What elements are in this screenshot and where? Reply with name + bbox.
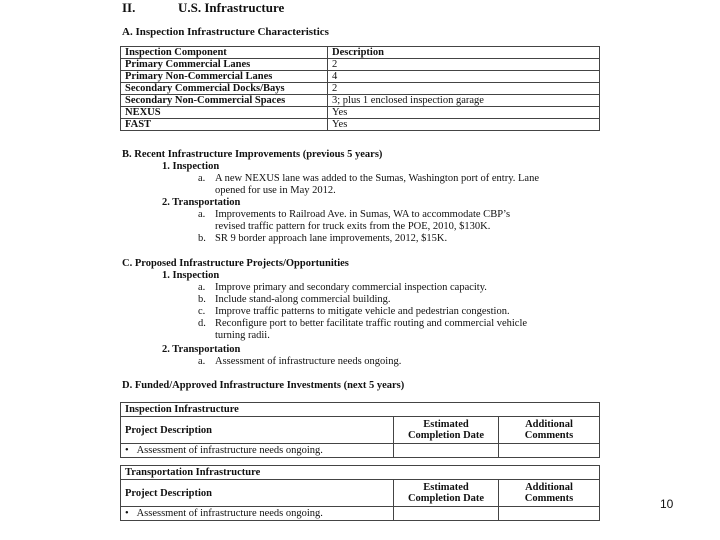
col-project-description: Project Description bbox=[121, 417, 394, 444]
table-cell: Secondary Non-Commercial Spaces bbox=[121, 95, 328, 107]
table-row bbox=[121, 444, 600, 458]
list-item-text: revised traffic pattern for truck exits from the POE, 2010, $130K. bbox=[215, 221, 491, 232]
table-row bbox=[121, 507, 600, 521]
table-title-row bbox=[121, 466, 600, 480]
col-project-description: Project Description bbox=[121, 480, 394, 507]
list-item-text: Assessment of infrastructure needs ongoing. bbox=[215, 356, 402, 367]
col-additional-comments: Additional Comments bbox=[499, 417, 600, 444]
col-estimated-completion-date: Estimated Completion Date bbox=[394, 417, 499, 444]
list-item-text: turning radii. bbox=[215, 330, 270, 341]
list-label: 2. Transportation bbox=[162, 344, 241, 355]
transportation-infrastructure-table bbox=[120, 465, 600, 521]
list-marker: b. bbox=[198, 294, 206, 305]
table-cell: Secondary Commercial Docks/Bays bbox=[121, 83, 328, 95]
col-estimated-completion-date: Estimated Completion Date bbox=[394, 480, 499, 507]
section-title: U.S. Infrastructure bbox=[178, 0, 285, 15]
list-marker: d. bbox=[198, 318, 206, 329]
table-header-row bbox=[121, 47, 600, 59]
table-cell bbox=[499, 444, 600, 458]
row-text: Assessment of infrastructure needs ongoing. bbox=[136, 445, 323, 456]
table-cell: 4 bbox=[328, 71, 600, 83]
bullet-icon: • bbox=[125, 445, 129, 456]
table-row bbox=[121, 83, 600, 95]
table-cell: 2 bbox=[328, 83, 600, 95]
subsection-c-heading: C. Proposed Infrastructure Projects/Opportunities bbox=[122, 258, 349, 269]
subsection-d-heading: D. Funded/Approved Infrastructure Investments (next 5 years) bbox=[122, 380, 405, 391]
table-header-row bbox=[121, 417, 600, 444]
list-item-text: Improve traffic patterns to mitigate vehicle and pedestrian congestion. bbox=[215, 306, 510, 317]
section-number: II. bbox=[122, 0, 136, 15]
table-cell: 2 bbox=[328, 59, 600, 71]
inspection-infrastructure-table bbox=[120, 402, 600, 458]
list-label: 1. Inspection bbox=[162, 161, 220, 172]
table-header-cell: Description bbox=[328, 47, 600, 59]
list-item-text: A new NEXUS lane was added to the Sumas, Washington port of entry. Lane bbox=[215, 173, 540, 184]
col-additional-comments: Additional Comments bbox=[499, 480, 600, 507]
list-item-text: opened for use in May 2012. bbox=[215, 185, 336, 196]
table-cell bbox=[121, 444, 394, 458]
table-header-cell: Inspection Component bbox=[121, 47, 328, 59]
table-cell bbox=[394, 507, 499, 521]
table-title: Inspection Infrastructure bbox=[121, 403, 600, 417]
table-header-row bbox=[121, 480, 600, 507]
table-title: Transportation Infrastructure bbox=[121, 466, 600, 480]
characteristics-table bbox=[120, 46, 600, 131]
list-label: 1. Inspection bbox=[162, 270, 220, 281]
list-item-text: Improve primary and secondary commercial inspection capacity. bbox=[215, 282, 487, 293]
list-item-text: Improvements to Railroad Ave. in Sumas, WA to accommodate CBP’s bbox=[215, 209, 511, 220]
list-item-text: Reconfigure port to better facilitate traffic routing and commercial vehicle bbox=[215, 318, 528, 329]
subsection-b-heading: B. Recent Infrastructure Improvements (previous 5 years) bbox=[122, 149, 383, 160]
list-marker: a. bbox=[198, 356, 206, 367]
list-item-text: SR 9 border approach lane improvements, 2012, $15K. bbox=[215, 233, 448, 244]
table-cell: NEXUS bbox=[121, 107, 328, 119]
list-marker: c. bbox=[198, 306, 206, 317]
table-cell: Primary Commercial Lanes bbox=[121, 59, 328, 71]
page-number: 10 bbox=[660, 497, 674, 511]
table-cell: FAST bbox=[121, 119, 328, 131]
table-title-row bbox=[121, 403, 600, 417]
table-row bbox=[121, 95, 600, 107]
list-marker: a. bbox=[198, 173, 206, 184]
bullet-icon: • bbox=[125, 508, 129, 519]
table-cell: Yes bbox=[328, 119, 600, 131]
table-cell: Yes bbox=[328, 107, 600, 119]
table-row bbox=[121, 71, 600, 83]
list-marker: a. bbox=[198, 282, 206, 293]
table-row bbox=[121, 119, 600, 131]
table-cell: 3; plus 1 enclosed inspection garage bbox=[328, 95, 600, 107]
table-cell: Primary Non-Commercial Lanes bbox=[121, 71, 328, 83]
list-marker: a. bbox=[198, 209, 206, 220]
table-row bbox=[121, 107, 600, 119]
list-marker: b. bbox=[198, 233, 206, 244]
list-label: 2. Transportation bbox=[162, 197, 241, 208]
list-item-text: Include stand-along commercial building. bbox=[215, 294, 391, 305]
table-row bbox=[121, 59, 600, 71]
table-cell bbox=[394, 444, 499, 458]
table-cell bbox=[121, 507, 394, 521]
row-text: Assessment of infrastructure needs ongoing. bbox=[136, 508, 323, 519]
subsection-a-heading: A. Inspection Infrastructure Characteristics bbox=[122, 26, 329, 38]
table-cell bbox=[499, 507, 600, 521]
